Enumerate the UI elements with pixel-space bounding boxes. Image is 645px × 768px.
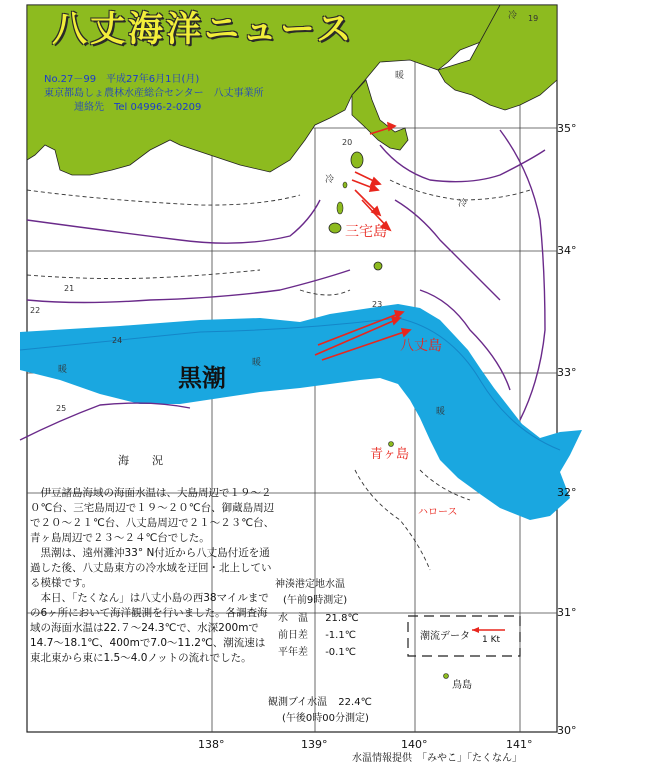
page-title: 八丈海洋ニュース [52, 9, 355, 50]
cold-label: 冷 [458, 199, 468, 209]
issue-line: No.27－99 平成27年6月1日(月) [44, 74, 200, 85]
miyake-label: 三宅島 [345, 224, 387, 240]
isotherm-label: 22 [30, 306, 41, 315]
footer-credit: 水温情報提供 「みやこ」「たくなん」 [352, 753, 522, 764]
buoy-label: 観測ブイ水温 [268, 697, 328, 708]
kaminato-row-label: 水 温 [278, 613, 308, 624]
kuroshio-label: 黒潮 [178, 363, 226, 392]
isotherm-label: 23 [372, 300, 383, 309]
kaminato-row [278, 627, 356, 644]
lon-label: 140° [401, 738, 428, 751]
island-torishima [444, 674, 449, 679]
lon-label: 141° [506, 738, 533, 751]
warm-label: 暖 [58, 365, 68, 375]
lat-label: 31° [557, 606, 577, 619]
hachijo-label: 八丈島 [400, 338, 442, 354]
island-mikura [374, 262, 382, 270]
buoy-line [268, 694, 372, 711]
aogashima-label: 青ヶ島 [370, 447, 410, 462]
isotherm-label: 20 [342, 138, 353, 147]
island-toshima [343, 182, 347, 188]
isotherm-label: 21 [64, 284, 75, 293]
lat-label: 33° [557, 366, 577, 379]
sea-report-paragraph: 黒潮は、遠州灘沖33° N付近から八丈島付近を通過した後、八丈島東方の冷水域を迂回・北上している模様です。 [30, 547, 272, 589]
island-niijima [337, 202, 343, 214]
isotherm-label: 19 [528, 14, 539, 23]
warm-label: 暖 [395, 71, 405, 81]
legend-unit: 1 Kt [482, 635, 501, 645]
kaminato-row-value: -1.1℃ [325, 630, 356, 641]
warm-label: 暖 [436, 407, 446, 417]
legend-label: 潮流データ [420, 631, 470, 642]
island-miyake [329, 223, 341, 233]
buoy-value: 22.4℃ [338, 697, 372, 708]
buoy-time: (午後0時00分測定) [282, 713, 369, 724]
island-oshima [351, 152, 363, 168]
torishima-label: 鳥島 [452, 680, 472, 691]
sea-report-text [30, 486, 275, 666]
lon-label: 139° [301, 738, 328, 751]
isotherm-label: 24 [112, 336, 123, 345]
lon-label: 138° [198, 738, 225, 751]
isotherm-label: 25 [56, 404, 67, 413]
lat-label: 32° [557, 486, 577, 499]
harrose-label: ハロース [418, 507, 458, 518]
kaminato-row [278, 610, 359, 627]
land-izu-peninsula [352, 80, 408, 150]
kaminato-row [278, 644, 356, 661]
kaminato-title: 神湊港定地水温 [275, 579, 345, 590]
kaminato-row-value: -0.1℃ [325, 647, 356, 658]
sea-report-paragraph: 伊豆諸島海域の海面水温は、大島周辺で１９～２０℃台、三宅島周辺で１９～２０℃台、御蔵島周辺で２０～２１℃台、八丈島周辺で２１～２３℃台、青ヶ島周辺で２３～２４℃台でした。 [30, 487, 275, 544]
kaminato-row-label: 平年差 [278, 647, 308, 658]
org-line: 東京都島しょ農林水産総合センター 八丈事業所 [44, 88, 264, 99]
contact-line: 連絡先 Tel 04996-2-0209 [74, 102, 202, 113]
sea-report-paragraph: 本日、「たくなん」は八丈小島の西38マイルまでの6ヶ所において海洋観測を行いました。各調査海域の海面水温は22.７～24.3℃で、水深200mで14.7～18.1℃、400mで7.0～11.2℃、潮流速は東北東から東に1.5～4.0ノットの流れでした。 [30, 592, 269, 664]
kaminato-row-value: 21.8℃ [325, 613, 359, 624]
cold-label: 冷 [325, 175, 335, 185]
lat-label: 34° [557, 244, 577, 257]
lat-label: 35° [557, 122, 577, 135]
warm-label: 暖 [252, 358, 262, 368]
sea-report-title: 海 況 [118, 454, 169, 467]
cold-label: 冷 [508, 11, 518, 21]
kaminato-row-label: 前日差 [278, 630, 308, 641]
lat-label: 30° [557, 724, 577, 737]
kaminato-time: (午前9時測定) [283, 595, 348, 606]
